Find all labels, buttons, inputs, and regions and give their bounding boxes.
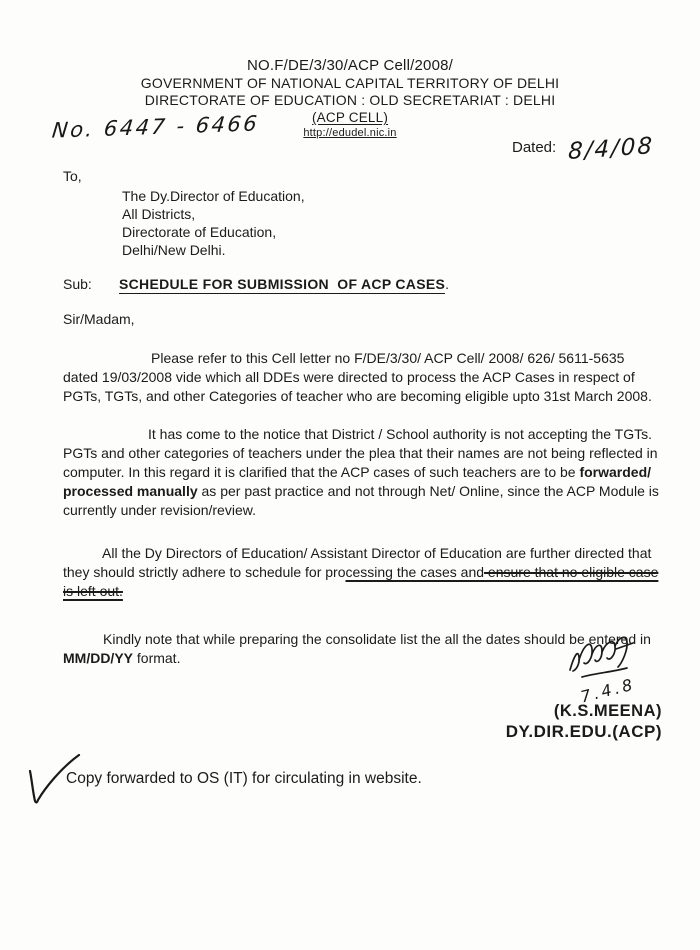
dated-row — [512, 132, 655, 166]
salutation: Sir/Madam, — [63, 311, 135, 327]
subject-label: Sub: — [63, 276, 92, 292]
paragraph-1-text: Please refer to this Cell letter no F/DE/3/30/ ACP Cell/ 2008/ 626/ 5611-5635 dated 19/03/2008 vide which all DDEs were directed to process the ACP Cases in respect of PGTs, TGTs, and other Categories of teacher who are becoming eligible upto 31st March 2008. — [63, 350, 652, 404]
handwritten-signature-date: 7.4.8 — [578, 674, 638, 707]
paragraph-3-struck-phrase: ensure that no eligible case is left out. — [63, 564, 659, 599]
check-mark-icon — [26, 753, 82, 805]
paragraph-3 — [63, 544, 662, 601]
addressee-line: Directorate of Education, — [122, 224, 277, 240]
paragraph-3-underlined-phrase: cessing the cases and — [345, 564, 485, 580]
addressee-line: All Districts, — [122, 206, 196, 222]
copy-forward-text: Copy forwarded to OS (IT) for circulating in website. — [66, 770, 422, 787]
directorate-line: DIRECTORATE OF EDUCATION : OLD SECRETARIAT : DELHI — [144, 92, 556, 108]
to-label: To, — [63, 168, 82, 184]
paragraph-2-text: It has come to the notice that District / School authority is not accepting the TGTs. PGTs and other categories of teachers under the plea that their names are not being reflected in computer. In this regard it is clarified that the ACP cases of such teachers are to be — [63, 426, 658, 480]
addressee-line: Delhi/New Delhi. — [122, 242, 226, 258]
paragraph-2 — [63, 425, 662, 520]
dated-label: Dated: — [512, 139, 557, 156]
addressee-block — [122, 187, 662, 259]
paragraph-3-text: All the Dy Directors of Education/ Assistant Director of Education are further directed that they should strictly adhere to schedule for pro — [63, 545, 652, 580]
paragraph-2-text-after: as per past practice and not through Net/ Online, since the ACP Module is currently under revision/review. — [63, 483, 659, 518]
government-line: GOVERNMENT OF NATIONAL CAPITAL TERRITORY OF DELHI — [140, 75, 560, 91]
website-url: http://edudel.nic.in — [303, 127, 397, 139]
paragraph-4-text: Kindly note that while preparing the consolidate list the all the dates should be entered in — [103, 631, 651, 647]
subject-row — [63, 275, 662, 294]
addressee-line: The Dy.Director of Education, — [122, 188, 305, 204]
paragraph-2-bold-phrase: forwarded/ processed manually — [63, 464, 652, 499]
handwritten-date: 8/4/08 — [567, 132, 655, 166]
letter-body — [63, 167, 662, 668]
paragraph-4-bold-phrase: MM/DD/YY — [63, 650, 133, 666]
acp-cell-line: (ACP CELL) — [311, 110, 389, 125]
copy-forward-row — [66, 769, 700, 788]
handwritten-dispatch-number: No. 6447 - 6466 — [50, 111, 261, 143]
subject-text: SCHEDULE FOR SUBMISSION OF ACP CASES — [119, 276, 446, 292]
paragraph-1 — [63, 349, 662, 406]
subject-period: . — [445, 276, 450, 292]
file-reference-number: NO.F/DE/3/30/ACP Cell/2008/ — [246, 57, 454, 74]
paragraph-4-text-after: format. — [133, 650, 181, 666]
signatory-name: (K.S.MEENA) — [553, 702, 662, 720]
signatory-designation: DY.DIR.EDU.(ACP) — [505, 722, 662, 741]
